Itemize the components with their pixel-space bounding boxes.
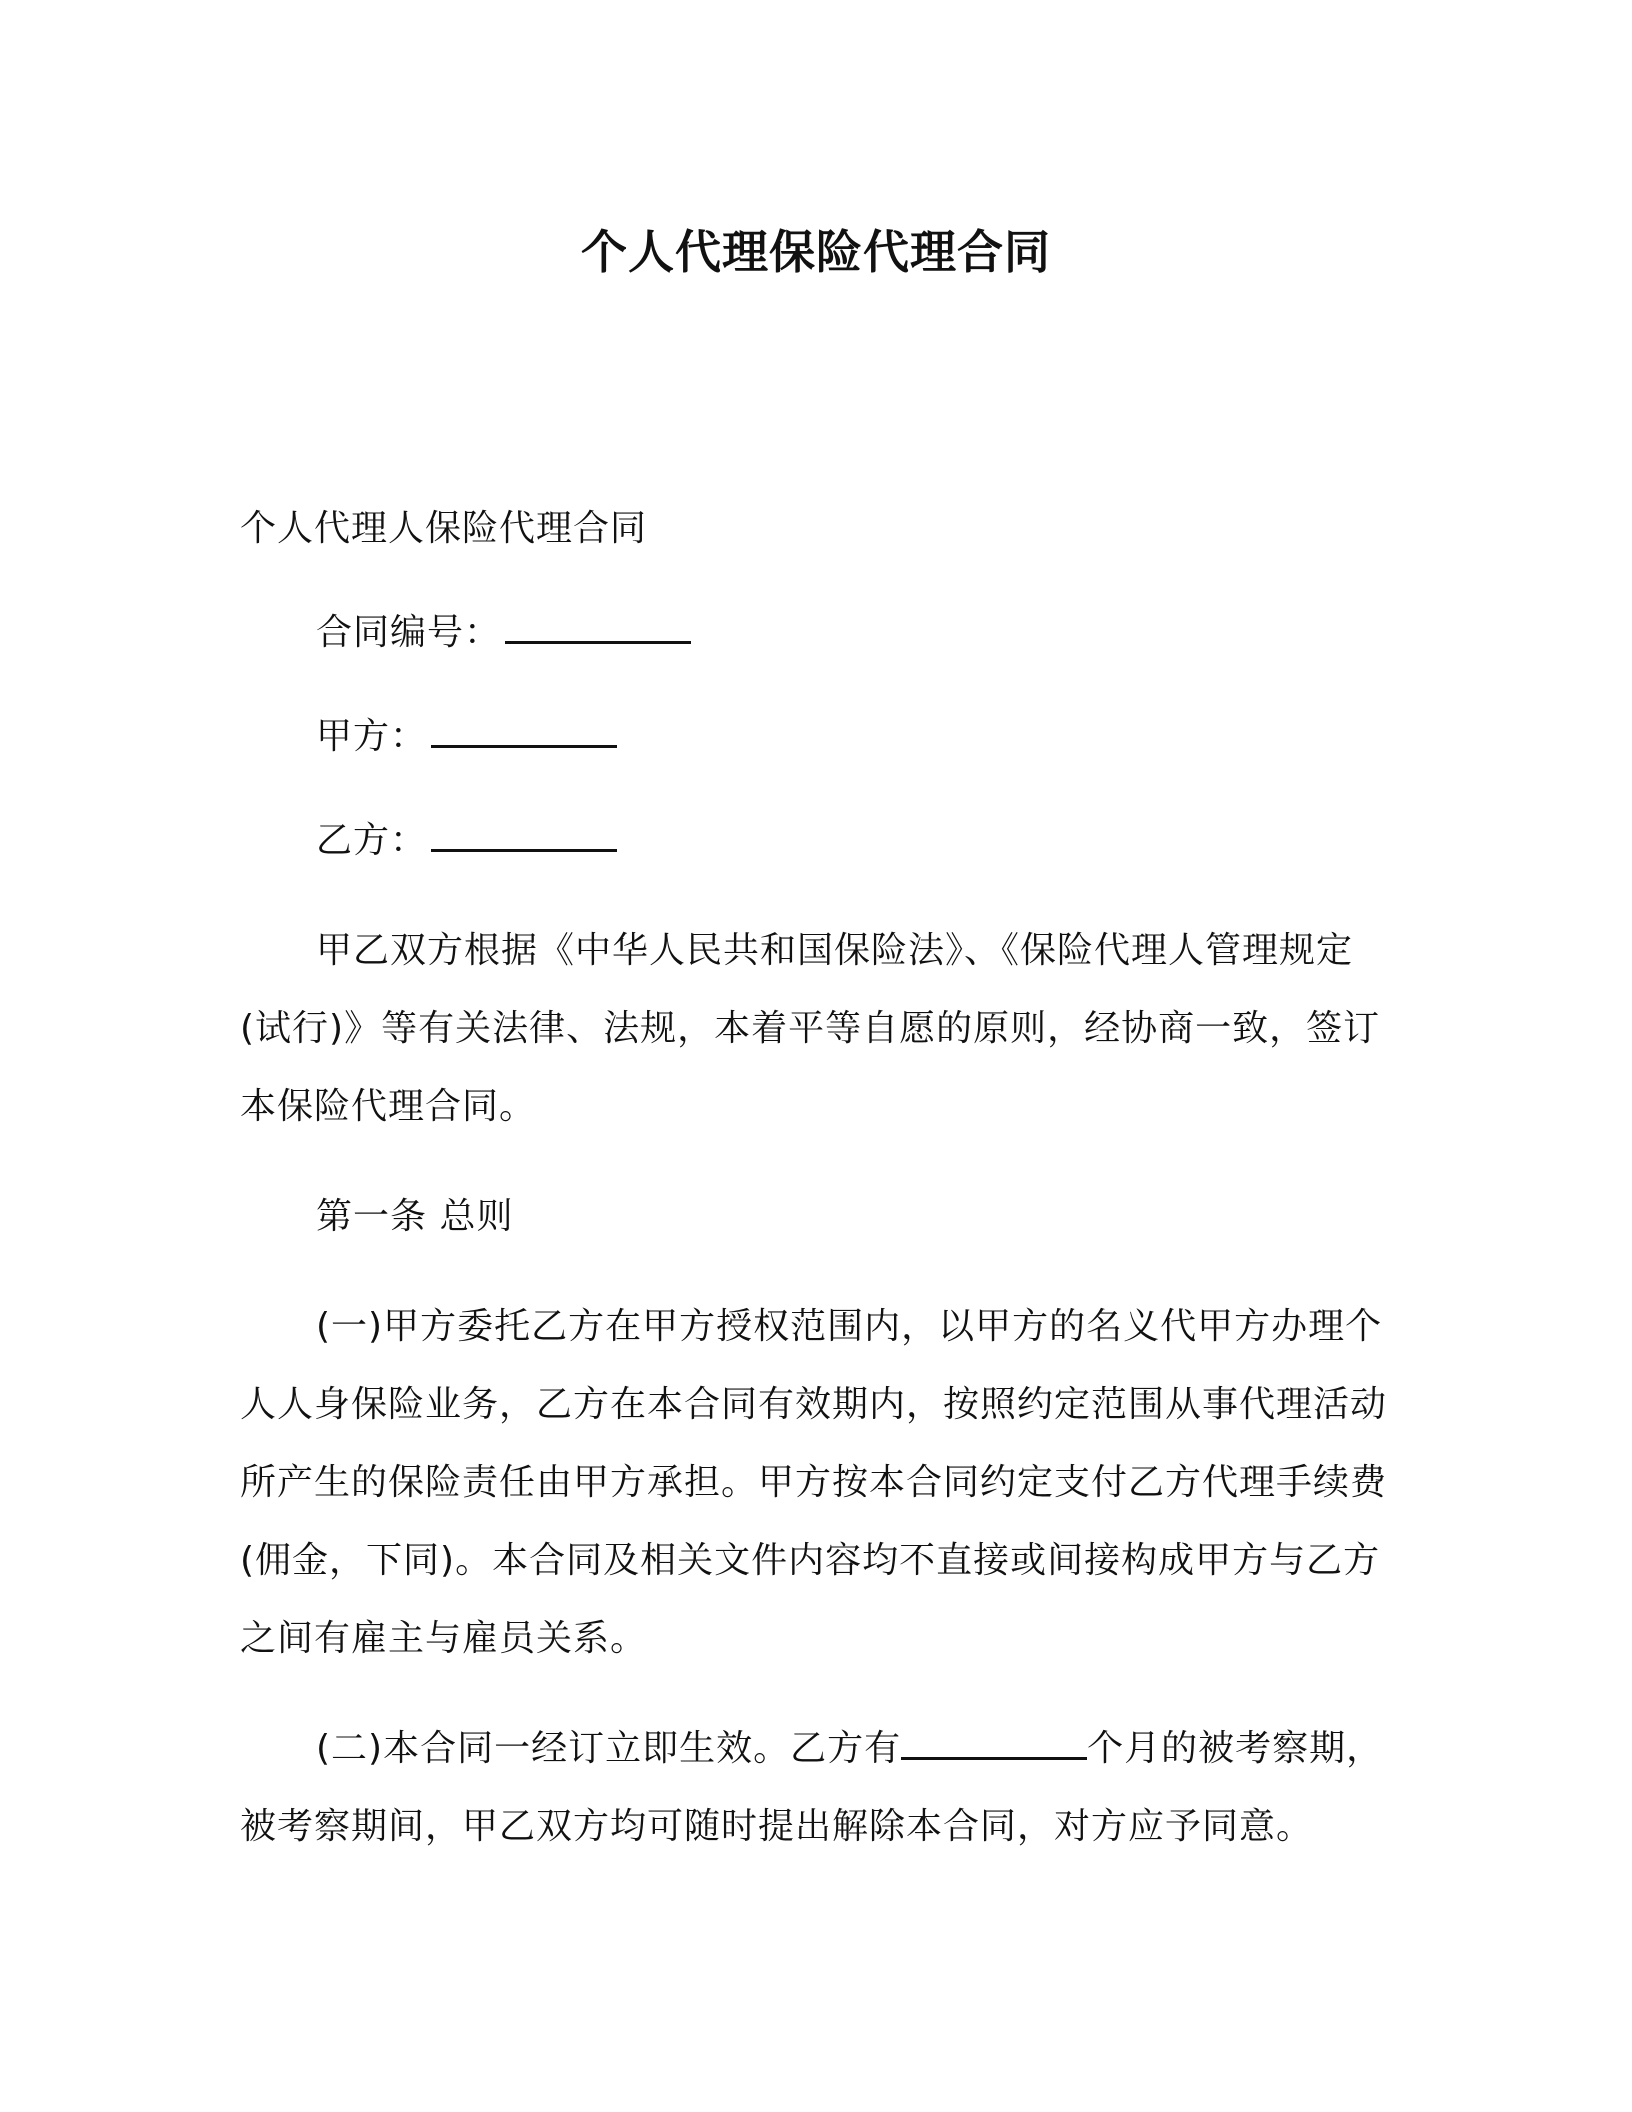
document-title: 个人代理保险代理合同 (581, 225, 1051, 279)
party-b-blank[interactable] (431, 819, 617, 852)
party-a-blank[interactable] (431, 715, 617, 748)
party-a-label: 甲方： (316, 716, 428, 757)
party-b-label: 乙方： (316, 820, 428, 861)
clause-2-text-after: 个月的被考察期，被考察期间，甲乙双方均可随时提出解除本合同，对方应予同意。 (240, 1728, 1384, 1847)
article-1-heading: 第一条 总则 (316, 1196, 514, 1237)
document-subtitle: 个人代理人保险代理合同 (240, 508, 648, 549)
contract-number-blank[interactable] (505, 611, 691, 644)
document-body (240, 490, 1400, 1866)
clause-2-text-before: (二)本合同一经订立即生效。乙方有 (316, 1728, 902, 1769)
intro-paragraph: 甲乙双方根据《中华人民共和国保险法》、《保险代理人管理规定(试行)》等有关法律、法规，本着平等自愿的原则，经协商一致，签订本保险代理合同。 (240, 930, 1381, 1127)
clause-1-paragraph: (一)甲方委托乙方在甲方授权范围内，以甲方的名义代甲方办理个人人身保险业务，乙方在本合同有效期内，按照约定范围从事代理活动所产生的保险责任由甲方承担。甲方按本合同约定支付乙方代理手续费(佣金，下同)。本合同及相关文件内容均不直接或间接构成甲方与乙方之间有雇主与雇员关系。 (240, 1306, 1388, 1659)
party-b-line (240, 802, 1400, 880)
party-a-line (240, 698, 1400, 776)
probation-months-blank[interactable] (901, 1727, 1087, 1760)
clause-2-paragraph (240, 1710, 1400, 1866)
contract-number-line (240, 594, 1400, 672)
contract-number-label: 合同编号： (316, 612, 502, 653)
